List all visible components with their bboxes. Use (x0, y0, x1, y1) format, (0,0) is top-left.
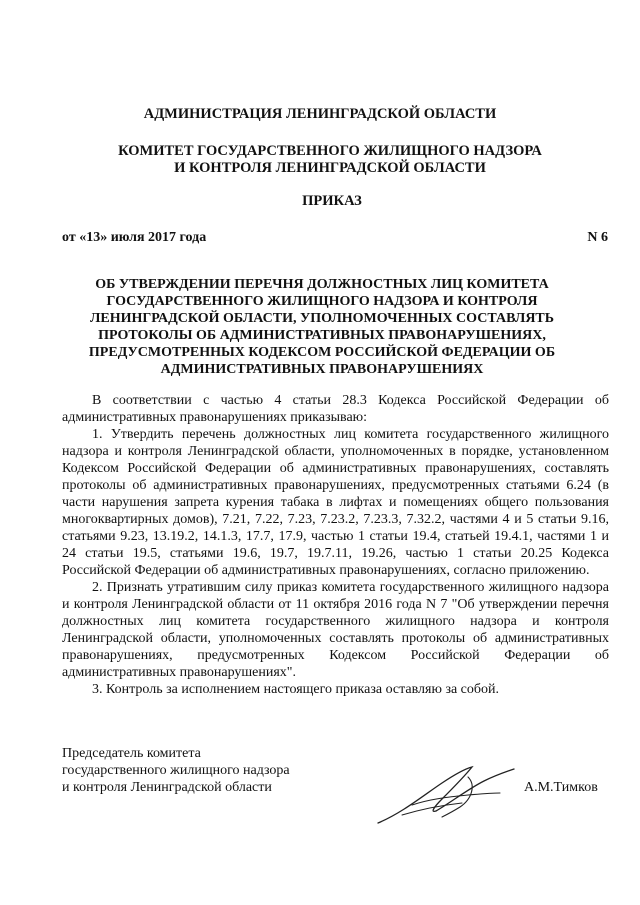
committee-heading-line1: КОМИТЕТ ГОСУДАРСТВЕННОГО ЖИЛИЩНОГО НАДЗОРА (118, 143, 542, 159)
committee-heading (10, 143, 640, 177)
order-body (62, 392, 609, 698)
item-1-paragraph: 1. Утвердить перечень должностных лиц комитета государственного жилищного надзора и контроля Ленинградской области, уполномоченных в порядке, установленном Кодексом Российской Федерации об административных правонарушениях, составлять протоколы об административных правонарушениях, предусмотренных статьями 6.24 (в части нарушения запрета курения табака в лифтах и помещениях общего пользования многоквартирных домов), 7.21, 7.22, 7.23, 7.23.2, 7.23.3, 7.32.2, частями 4 и 5 статьи 9.16, статьями 9.23, 13.19.2, 14.1.3, 17.7, 17.9, частью 1 статьи 19.4, статьей 19.4.1, частями 1 и 24 статьи 19.5, статьями 19.6, 19.7, 19.7.11, 19.26, частью 1 статьи 20.25 Кодекса Российской Федерации об административных правонарушениях, согласно приложению. (62, 427, 609, 578)
position-line2: государственного жилищного надзора (62, 763, 290, 778)
administration-heading: АДМИНИСТРАЦИЯ ЛЕНИНГРАДСКОЙ ОБЛАСТИ (143, 106, 497, 122)
intro-paragraph: В соответствии с частью 4 статьи 28.3 Кодекса Российской Федерации об административных правонарушениях приказываю: (62, 393, 609, 425)
order-title: ОБ УТВЕРЖДЕНИИ ПЕРЕЧНЯ ДОЛЖНОСТНЫХ ЛИЦ КОМИТЕТА ГОСУДАРСТВЕННОГО ЖИЛИЩНОГО НАДЗОРА И КОНТРОЛЯ ЛЕНИНГРАДСКОЙ ОБЛАСТИ, УПОЛНОМОЧЕННЫХ СОСТАВЛЯТЬ ПРОТОКОЛЫ ОБ АДМИНИСТРАТИВНЫХ ПРАВОНАРУШЕНИЯХ, ПРЕДУСМОТРЕННЫХ КОДЕКСОМ РОССИЙСКОЙ ФЕДЕРАЦИИ ОБ АДМИНИСТРАТИВНЫХ ПРАВОНАРУШЕНИЯХ (88, 277, 556, 377)
signatory-position (62, 745, 322, 796)
dateline (62, 229, 608, 246)
signatory-name: А.М.Тимков (524, 780, 598, 795)
order-date: от «13» июля 2017 года (62, 230, 207, 245)
item-2-paragraph: 2. Признать утратившим силу приказ комитета государственного жилищного надзора и контроля Ленинградской области от 11 октября 2016 года N 7 "Об утверждении перечня должностных лиц комитета государственного жилищного надзора и контроля Ленинградской области, уполномоченных составлять протоколы об административных правонарушениях, предусмотренных Кодексом Российской Федерации об административных правонарушениях". (62, 580, 609, 680)
order-number: N 6 (587, 230, 608, 245)
committee-heading-line2: И КОНТРОЛЯ ЛЕНИНГРАДСКОЙ ОБЛАСТИ (174, 160, 486, 176)
position-line3: и контроля Ленинградской области (62, 780, 272, 795)
document-type: ПРИКАЗ (302, 193, 362, 209)
item-3-paragraph: 3. Контроль за исполнением настоящего приказа оставляю за собой. (92, 682, 500, 697)
position-line1: Председатель комитета (62, 746, 201, 761)
handwritten-signature (372, 755, 520, 835)
